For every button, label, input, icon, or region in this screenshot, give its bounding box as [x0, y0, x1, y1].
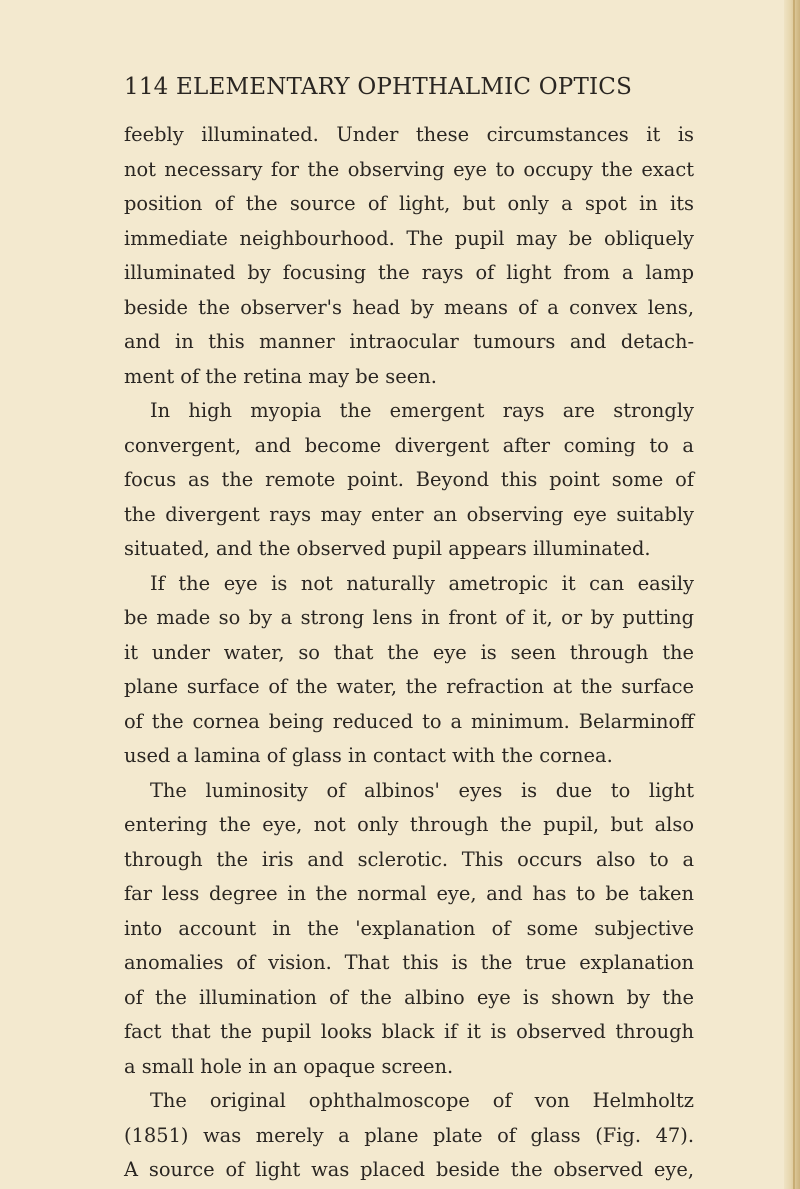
- text-line: of the cornea being reduced to a minimum. Belarminoff: [124, 709, 694, 733]
- text-line: used a lamina of glass in contact with the cornea.: [124, 744, 613, 767]
- running-title: ELEMENTARY OPHTHALMIC OPTICS: [176, 74, 633, 100]
- body-text: [124, 118, 694, 1188]
- text-line: A source of light was placed beside the observed eye,: [124, 1158, 694, 1181]
- page-number: 114: [124, 74, 169, 100]
- text-line: plane surface of the water, the refraction at the surface: [124, 675, 694, 698]
- text-line: illuminated by focusing the rays of light from a lamp: [124, 261, 694, 284]
- text-line: focus as the remote point. Beyond this point some of: [124, 468, 694, 491]
- text-line: beside the observer's head by means of a convex lens,: [124, 295, 694, 319]
- text-line: into account in the 'explanation of some subjective: [124, 916, 694, 940]
- text-line: the divergent rays may enter an observing eye suitably: [124, 502, 694, 526]
- running-header: [124, 74, 632, 100]
- text-line: not necessary for the observing eye to occupy the exact: [124, 157, 694, 181]
- text-line: ment of the retina may be seen.: [124, 364, 437, 388]
- text-line: fact that the pupil looks black if it is observed through: [124, 1020, 694, 1043]
- text-line: and in this manner intraocular tumours and detach-: [124, 330, 694, 353]
- text-line: (1851) was merely a plane plate of glass (Fig. 47).: [124, 1123, 694, 1147]
- text-line: The luminosity of albinos' eyes is due to light: [150, 778, 694, 802]
- page-edge-line: [793, 0, 795, 1189]
- text-line: a small hole in an opaque screen.: [124, 1054, 454, 1078]
- text-line: The original ophthalmoscope of von Helmholtz: [150, 1089, 694, 1112]
- text-line: situated, and the observed pupil appears illuminated.: [124, 537, 651, 560]
- text-line: far less degree in the normal eye, and has to be taken: [124, 882, 694, 905]
- text-line: entering the eye, not only through the pupil, but also: [124, 813, 694, 836]
- text-line: anomalies of vision. That this is the true explanation: [124, 951, 694, 974]
- text-line: immediate neighbourhood. The pupil may be obliquely: [124, 226, 694, 250]
- text-line: convergent, and become divergent after coming to a: [124, 433, 694, 457]
- text-line: it under water, so that the eye is seen through the: [124, 640, 694, 664]
- page-edge: [784, 0, 800, 1189]
- text-line: In high myopia the emergent rays are strongly: [150, 399, 694, 422]
- text-line: feebly illuminated. Under these circumstances it is: [124, 123, 694, 146]
- text-line: through the iris and sclerotic. This occurs also to a: [124, 847, 694, 871]
- text-line: be made so by a strong lens in front of it, or by putting: [124, 606, 694, 629]
- text-line: If the eye is not naturally ametropic it can easily: [150, 571, 694, 595]
- text-line: of the illumination of the albino eye is shown by the: [124, 985, 694, 1009]
- text-line: position of the source of light, but only a spot in its: [124, 192, 694, 215]
